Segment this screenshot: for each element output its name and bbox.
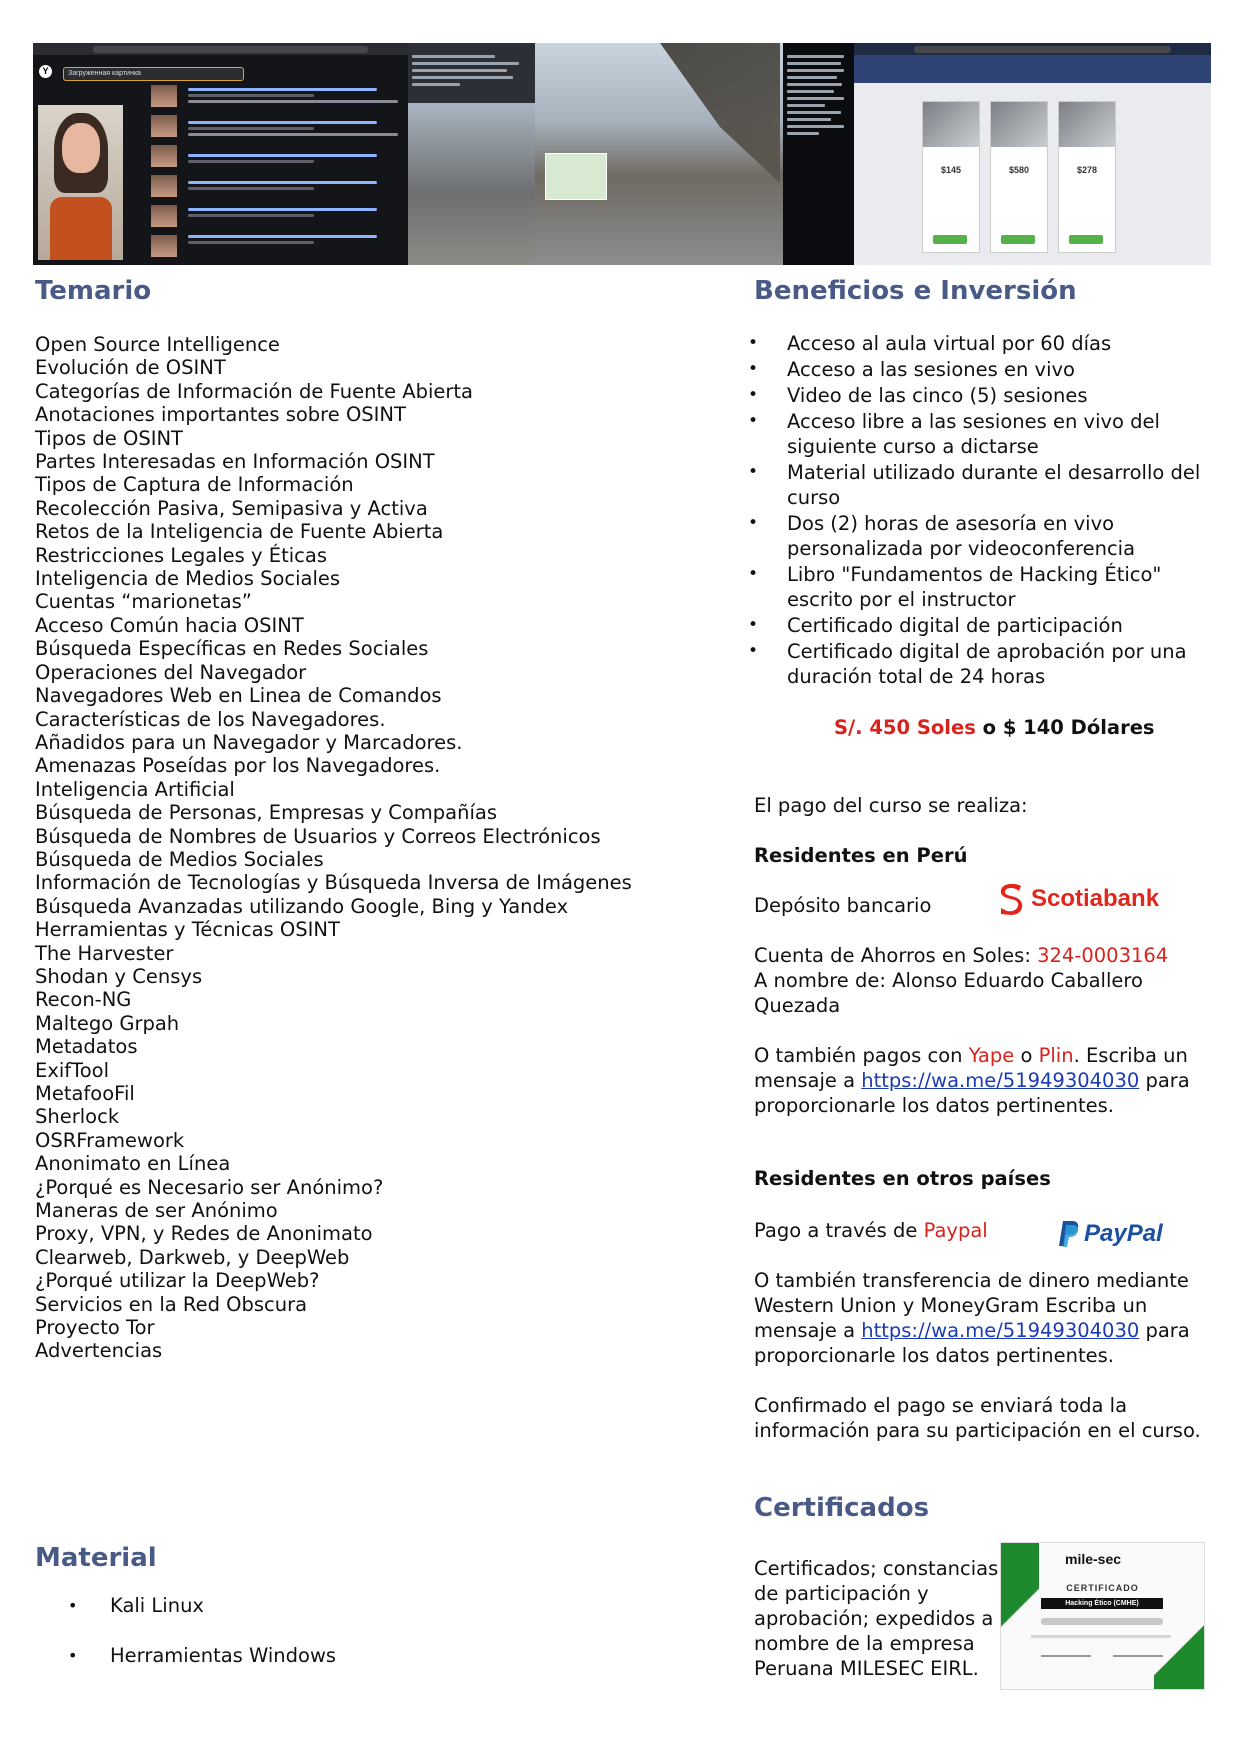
temario-item: Amenazas Poseídas por los Navegadores. (35, 754, 441, 778)
temario-item: Inteligencia de Medios Sociales (35, 567, 341, 591)
transfer-line-1: O también transferencia de dinero mediante (754, 1269, 1189, 1292)
temario-item: Recolección Pasiva, Semipasiva y Activa (35, 496, 428, 520)
temario-item: ¿Porqué es Necesario ser Anónimo? (35, 1175, 384, 1199)
tor-terminal-screenshot (783, 43, 854, 265)
titular-line-1: A nombre de: Alonso Eduardo Caballero (754, 969, 1143, 992)
cert-desc-3: aprobación; expedidos a (754, 1607, 994, 1630)
scotiabank-logo (997, 882, 1159, 916)
beneficio-item: • Acceso a las sesiones en vivo (787, 357, 1217, 382)
temario-item: Acceso Común hacia OSINT (35, 613, 304, 637)
signature-line (1113, 1655, 1163, 1657)
paypal-logo (1058, 1220, 1163, 1248)
temario-item: Proyecto Tor (35, 1316, 155, 1340)
whatsapp-link-2[interactable]: https://wa.me/51949304030 (861, 1319, 1140, 1342)
confirm-line-2: información para su participación en el curso. (754, 1419, 1201, 1442)
material-item: • Kali Linux (68, 1594, 336, 1617)
temario-item: Maltego Grpah (35, 1011, 180, 1035)
confirm-line-1: Confirmado el pago se enviará toda la (754, 1394, 1128, 1417)
browser-chrome (33, 43, 408, 55)
temario-item: ExifTool (35, 1058, 110, 1082)
certificate-image (1000, 1542, 1205, 1690)
paypal-line: Pago a través de Paypal (754, 1219, 988, 1242)
temario-heading: Temario (35, 276, 152, 306)
titular-line-2: Quezada (754, 994, 841, 1017)
cert-desc-4: nombre de la empresa (754, 1632, 975, 1655)
cert-title: CERTIFICADO (1066, 1583, 1139, 1593)
mensaje-line-4: proporcionarle los datos pertinentes. (754, 1344, 1114, 1367)
temario-item: Servicios en la Red Obscura (35, 1292, 308, 1316)
temario-item: Sherlock (35, 1105, 120, 1129)
temario-item: Advertencias (35, 1339, 163, 1363)
temario-item: Búsqueda de Nombres de Usuarios y Correos Electrónicos (35, 824, 601, 848)
beneficio-item: • Certificado digital de participación (787, 613, 1217, 638)
beneficios-list (787, 331, 1217, 690)
mini-map (545, 153, 607, 200)
temario-item: Restricciones Legales y Éticas (35, 543, 327, 567)
temario-item: The Harvester (35, 941, 174, 965)
temario-item: Partes Interesadas en Información OSINT (35, 450, 435, 474)
exif-terminal-screenshot (408, 43, 535, 265)
transfer-line-2: Western Union y MoneyGram Escriba un (754, 1294, 1148, 1317)
mensaje-line-3: mensaje a https://wa.me/51949304030 para (754, 1319, 1190, 1342)
darkweb-shop-screenshot (854, 43, 1211, 265)
price-card: $145 (922, 101, 980, 253)
street-view-screenshot (535, 43, 783, 265)
yandex-image-search-screenshot (33, 43, 408, 265)
yape-text: Yape (968, 1044, 1015, 1067)
screenshots-banner (33, 43, 1211, 265)
material-heading: Material (35, 1543, 157, 1573)
temario-item: Proxy, VPN, y Redes de Anonimato (35, 1222, 373, 1246)
temario-item: Información de Tecnologías y Búsqueda Inversa de Imágenes (35, 871, 632, 895)
mensaje-line-1: mensaje a https://wa.me/51949304030 para (754, 1069, 1190, 1092)
milesec-logo: mile-sec (1065, 1551, 1122, 1567)
temario-item: Añadidos para un Navegador y Marcadores. (35, 730, 463, 754)
scotiabank-s-icon (997, 882, 1025, 916)
temario-item: MetafooFil (35, 1082, 135, 1105)
temario-item: Recon-NG (35, 988, 132, 1012)
signature-line (1041, 1655, 1091, 1657)
temario-item: Anonimato en Línea (35, 1152, 231, 1176)
beneficios-heading: Beneficios e Inversión (754, 276, 1077, 306)
temario-item: Características de los Navegadores. (35, 707, 386, 731)
temario-item: Categorías de Información de Fuente Abierta (35, 379, 474, 403)
whatsapp-link[interactable]: https://wa.me/51949304030 (861, 1069, 1140, 1092)
paypal-wordmark: PayPal (1084, 1220, 1163, 1247)
beneficio-item: • Material utilizado durante el desarrollo del curso (787, 460, 1217, 510)
paypal-text: Paypal (923, 1219, 988, 1242)
cuenta-number: 324-0003164 (1037, 944, 1169, 967)
temario-item: Shodan y Censys (35, 964, 203, 988)
beneficio-item: • Certificado digital de aprobación por una duración total de 24 horas (787, 639, 1217, 689)
temario-item: Tipos de OSINT (35, 426, 183, 450)
beneficio-item: • Acceso libre a las sesiones en vivo del siguiente curso a dictarse (787, 409, 1217, 459)
price-or: o (975, 716, 1003, 739)
price-card: $278 (1058, 101, 1116, 253)
search-results (188, 85, 398, 247)
paypal-p-icon (1058, 1220, 1080, 1248)
cert-desc-5: Peruana MILESEC EIRL. (754, 1657, 979, 1680)
beneficio-item: • Libro "Fundamentos de Hacking Ético" escrito por el instructor (787, 562, 1217, 612)
temario-item: Operaciones del Navegador (35, 660, 307, 684)
price-usd: $ 140 Dólares (1002, 716, 1155, 739)
temario-item: Búsqueda de Personas, Empresas y Compañías (35, 801, 498, 825)
material-list (68, 1594, 336, 1694)
result-thumbnails (151, 85, 179, 265)
pago-intro: El pago del curso se realiza: (754, 794, 1028, 817)
temario-item: Clearweb, Darkweb, y DeepWeb (35, 1245, 350, 1269)
temario-item: Herramientas y Técnicas OSINT (35, 918, 340, 942)
mensaje-line-2: proporcionarle los datos pertinentes. (754, 1094, 1114, 1117)
temario-item: Búsqueda de Medios Sociales (35, 847, 324, 871)
cert-desc-1: Certificados; constancias (754, 1557, 999, 1580)
cert-course: Hacking Ético (CMHE) (1041, 1598, 1163, 1609)
temario-list (35, 333, 632, 1363)
portrait-image (38, 105, 123, 260)
peru-heading: Residentes en Perú (754, 844, 968, 867)
price-line (834, 716, 1155, 739)
temario-item: ¿Porqué utilizar la DeepWeb? (35, 1269, 320, 1293)
beneficio-item: • Acceso al aula virtual por 60 días (787, 331, 1217, 356)
beneficio-item: • Dos (2) horas de asesoría en vivo personalizada por videoconferencia (787, 511, 1217, 561)
deposito-label: Depósito bancario (754, 894, 932, 917)
temario-item: Maneras de ser Anónimo (35, 1199, 278, 1223)
temario-item: Cuentas “marionetas” (35, 590, 252, 614)
plin-text: Plin (1038, 1044, 1074, 1067)
temario-item: Evolución de OSINT (35, 356, 226, 380)
scotiabank-wordmark: Scotiabank (1031, 885, 1160, 912)
material-item: • Herramientas Windows (68, 1644, 336, 1667)
temario-item: OSRFramework (35, 1128, 185, 1152)
yape-plin-line: O también pagos con Yape o Plin. Escriba un (754, 1044, 1188, 1067)
temario-item: Navegadores Web en Linea de Comandos (35, 684, 442, 708)
temario-item: Retos de la Inteligencia de Fuente Abierta (35, 520, 444, 544)
temario-item: Búsqueda Específicas en Redes Sociales (35, 637, 429, 661)
price-card: $580 (990, 101, 1048, 253)
otros-paises-heading: Residentes en otros países (754, 1167, 1051, 1190)
yandex-logo-icon: Y (39, 65, 52, 78)
temario-item: Inteligencia Artificial (35, 777, 235, 801)
temario-item: Tipos de Captura de Información (35, 473, 354, 497)
temario-item: Búsqueda Avanzadas utilizando Google, Bing y Yandex (35, 894, 569, 918)
temario-item: Metadatos (35, 1035, 138, 1059)
beneficio-item: • Video de las cinco (5) sesiones (787, 383, 1217, 408)
price-soles: S/. 450 Soles (834, 716, 976, 739)
yandex-search-box: Загруженная картинка (63, 67, 244, 81)
cert-desc-2: de participación y (754, 1582, 929, 1605)
cuenta-line: Cuenta de Ahorros en Soles: 324-0003164 (754, 944, 1169, 967)
certificados-heading: Certificados (754, 1493, 930, 1523)
temario-item: Open Source Intelligence (35, 333, 280, 356)
temario-item: Anotaciones importantes sobre OSINT (35, 403, 406, 427)
